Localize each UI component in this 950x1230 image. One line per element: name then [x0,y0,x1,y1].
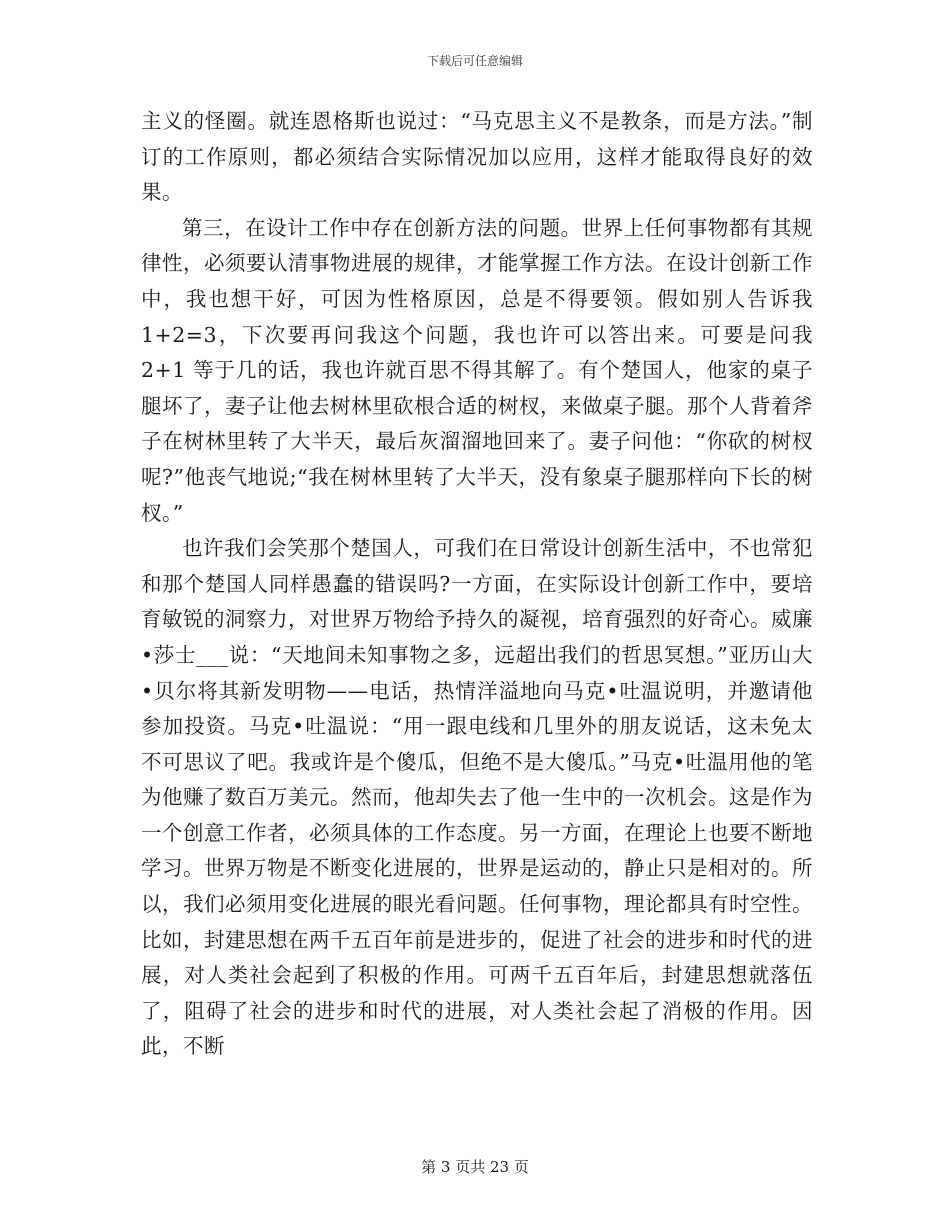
paragraph-1: 主义的怪圈。就连恩格斯也说过：“马克思主义不是教条，而是方法。”制订的工作原则，都必须结合实际情况加以应用，这样才能取得良好的效果。 [141,109,813,205]
page-header: 下载后可任意编辑 [426,54,523,68]
paragraph-2: 第三，在设计工作中存在创新方法的问题。世界上任何事物都有其规律性，必须要认清事物进展的规律，才能掌握工作方法。在设计创新工作中，我也想干好，可因为性格原因，总是不得要领。假如别人告诉我 1+2=3，下次要再问我这个问题，我也许可以答出来。可要是问我 2+1 等于几的话，我也许就百思不得其解了。有个楚国人，他家的桌子腿坏了，妻子让他去树林里砍根合适的树杈，来做桌子腿。那个人背着斧子在树林里转了大半天，最后灰溜溜地回来了。妻子问他：“你砍的树杈呢?”他丧气地说;“我在树林里转了大半天，没有象桌子腿那样向下长的树杈。” [141,215,813,525]
paragraph-3: 也许我们会笑那个楚国人，可我们在日常设计创新生活中，不也常犯和那个楚国人同样愚蠢的错误吗?一方面，在实际设计创新工作中，要培育敏锐的洞察力，对世界万物给予持久的凝视，培育强烈的好奇心。威廉•莎士___说：“天地间未知事物之多，远超出我们的哲思冥想。”亚历山大•贝尔将其新发明物——电话，热情洋溢地向马克•吐温说明，并邀请他参加投资。马克•吐温说：“用一跟电线和几里外的朋友说话，这未免太不可思议了吧。我或许是个傻瓜，但绝不是大傻瓜。”马克•吐温用他的笔为他赚了数百万美元。然而，他却失去了他一生中的一次机会。这是作为一个创意工作者，必须具体的工作态度。另一方面，在理论上也要不断地学习。世界万物是不断变化进展的，世界是运动的，静止只是相对的。所以，我们必须用变化进展的眼光看问题。任何事物，理论都具有时空性。比如，封建思想在两千五百年前是进步的，促进了社会的进步和时代的进展，对人类社会起到了积极的作用。可两千五百年后，封建思想就落伍了，阻碍了社会的进步和时代的进展，对人类社会起了消极的作用。因此，不断 [141,536,813,1059]
document-body [141,104,813,1065]
page-number-footer: 第 3 页共 23 页 [421,1158,529,1176]
